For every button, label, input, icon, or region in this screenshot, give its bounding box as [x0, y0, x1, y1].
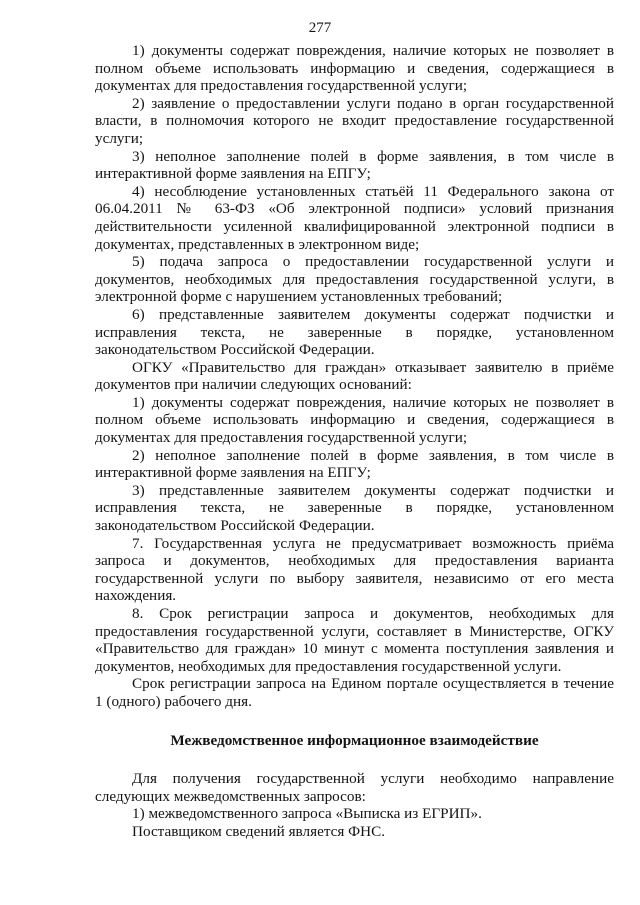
paragraph: ОГКУ «Правительство для граждан» отказывает заявителю в приёме документов при наличии следующих оснований: [95, 358, 614, 394]
spacer [95, 749, 614, 770]
paragraph: Срок регистрации запроса на Едином портале осуществляется в течение 1 (одного) рабочего дня. [95, 675, 614, 710]
paragraph: 8. Срок регистрации запроса и документов, необходимых для предоставления государственной услуги, составляет в Министерстве, ОГКУ «Правительство для граждан» 10 минут с момента поступления заявления и документов, необходимых для предоставления государственной услуги. [95, 605, 614, 675]
paragraph: 5) подача запроса о предоставлении государственной услуги и документов, необходимых для предоставления государственной услуги, в электронной форме с нарушением установленных требований; [95, 253, 614, 306]
spacer [95, 711, 614, 732]
paragraph: 6) представленные заявителем документы содержат подчистки и исправления текста, не заверенные в порядке, установленном законодательством Российской Федерации. [95, 305, 614, 359]
paragraph: Для получения государственной услуги необходимо направление следующих межведомственных запросов: [95, 770, 614, 805]
paragraph: 2) заявление о предоставлении услуги подано в орган государственной власти, в полномочия которого не входит предоставление государственной услуги; [95, 94, 614, 147]
paragraph: 4) несоблюдение установленных статьёй 11 Федерального закона от 06.04.2011 № 63-ФЗ «Об электронной подписи» условий признания действительности усиленной квалифицированной электронной подписи в документах, представленных в электронном виде; [95, 182, 614, 253]
document-body [95, 42, 614, 841]
paragraph: 1) межведомственного запроса «Выписка из ЕГРИП». [132, 805, 482, 823]
paragraph: 2) неполное заполнение полей в форме заявления, в том числе в интерактивной форме заявления на ЕПГУ; [95, 446, 614, 482]
paragraph: 3) представленные заявителем документы содержат подчистки и исправления текста, не заверенные в порядке, установленном законодательством Российской Федерации. [95, 481, 614, 535]
paragraph: 3) неполное заполнение полей в форме заявления, в том числе в интерактивной форме заявления на ЕПГУ; [95, 147, 614, 183]
paragraph: 1) документы содержат повреждения, наличие которых не позволяет в полном объеме использовать информацию и сведения, содержащиеся в документах для предоставления государственной услуги; [95, 393, 614, 447]
paragraph: Поставщиком сведений является ФНС. [132, 822, 386, 840]
paragraph: 7. Государственная услуга не предусматривает возможность приёма запроса и документов, необходимых для предоставления варианта государственной услуги по выбору заявителя, независимо от его места нахождения. [95, 534, 614, 605]
page-number: 277 [308, 20, 332, 36]
section-heading: Межведомственное информационное взаимодействие [170, 731, 539, 749]
paragraph: 1) документы содержат повреждения, наличие которых не позволяет в полном объеме использовать информацию и сведения, содержащиеся в документах для предоставления государственной услуги; [95, 42, 614, 95]
